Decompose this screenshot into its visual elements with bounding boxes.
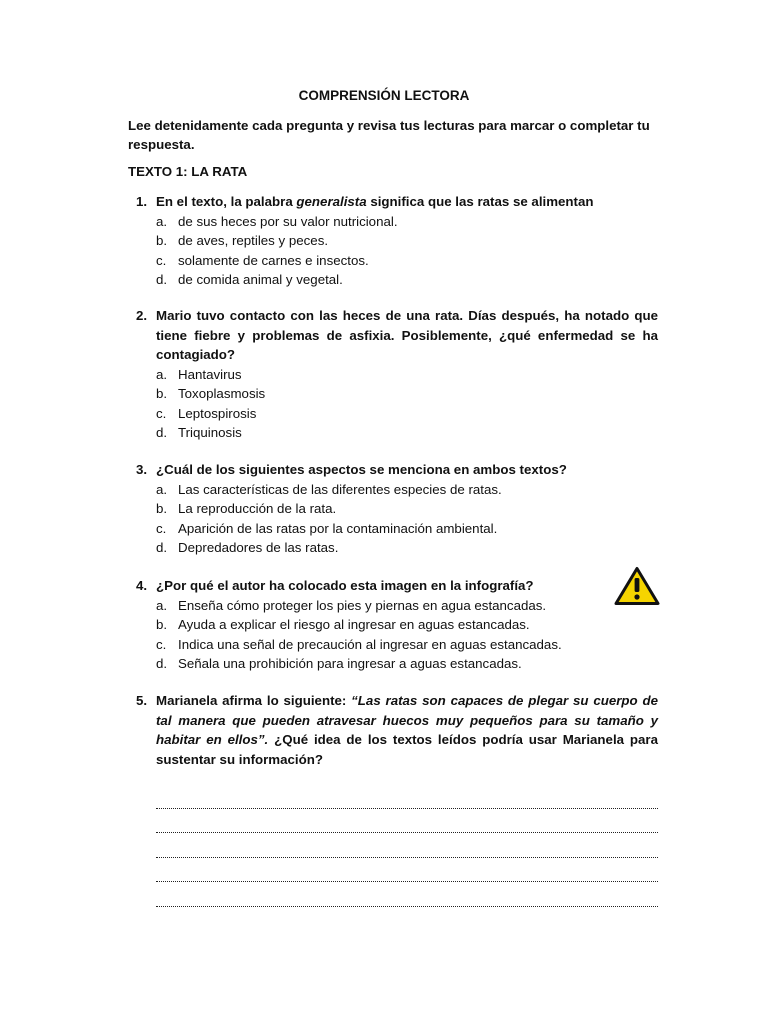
question-1 bbox=[128, 192, 658, 290]
option-c[interactable]: c. Aparición de las ratas por la contaminación ambiental. bbox=[156, 520, 498, 536]
options-list bbox=[128, 480, 658, 558]
warning-sign-icon bbox=[614, 566, 660, 606]
question-number: 2. bbox=[136, 308, 148, 323]
question-number: 5. bbox=[136, 693, 148, 708]
option-a[interactable]: a. de sus heces por su valor nutricional. bbox=[156, 213, 398, 229]
italic-term: generalista bbox=[296, 194, 367, 209]
question-5 bbox=[128, 691, 658, 769]
option-b[interactable]: b. Ayuda a explicar el riesgo al ingresar en aguas estancadas. bbox=[156, 617, 530, 632]
option-d[interactable]: d. Depredadores de las ratas. bbox=[156, 540, 339, 555]
answer-line[interactable] bbox=[156, 788, 658, 813]
options-list bbox=[128, 365, 658, 443]
options-list bbox=[128, 596, 658, 674]
option-a[interactable]: a. Enseña cómo proteger los pies y piernas en agua estancadas. bbox=[156, 597, 547, 613]
page-title: COMPRENSIÓN LECTORA bbox=[298, 88, 470, 103]
question-text: Mario tuvo contacto con las heces de una rata. Días después, ha notado que tiene fiebre y problemas de asfixia. Posiblemente, ¿qué enfermedad se ha contagiado? bbox=[156, 308, 658, 362]
option-d[interactable]: d. de comida animal y vegetal. bbox=[156, 272, 343, 287]
question-number: 1. bbox=[136, 194, 148, 209]
answer-line[interactable] bbox=[156, 886, 658, 911]
option-a[interactable]: a. Hantavirus bbox=[156, 366, 242, 382]
text-heading: TEXTO 1: LA RATA bbox=[128, 164, 248, 179]
option-c[interactable]: c. Leptospirosis bbox=[156, 405, 257, 421]
option-b[interactable]: b. de aves, reptiles y peces. bbox=[156, 233, 329, 248]
answer-lines bbox=[156, 788, 658, 911]
option-a[interactable]: a. Las características de las diferentes especies de ratas. bbox=[156, 481, 502, 497]
question-number: 3. bbox=[136, 462, 148, 477]
question-text: Marianela afirma lo siguiente: “Las ratas son capaces de plegar su cuerpo de tal manera que pueden atravesar huecos muy pequeños para su tamaño y habitar en ellos”. ¿Qué idea de los textos leídos podría usar Marianela para sustentar su información? bbox=[156, 693, 658, 767]
options-list bbox=[128, 212, 658, 290]
answer-line[interactable] bbox=[156, 837, 658, 862]
option-c[interactable]: c. solamente de carnes e insectos. bbox=[156, 252, 369, 268]
option-d[interactable]: d. Señala una prohibición para ingresar a aguas estancadas. bbox=[156, 656, 522, 671]
question-text: En el texto, la palabra generalista significa que las ratas se alimentan bbox=[156, 194, 594, 209]
option-b[interactable]: b. La reproducción de la rata. bbox=[156, 501, 337, 516]
question-text: ¿Cuál de los siguientes aspectos se menciona en ambos textos? bbox=[156, 462, 567, 477]
question-2 bbox=[128, 306, 658, 443]
option-c[interactable]: c. Indica una señal de precaución al ingresar en aguas estancadas. bbox=[156, 636, 562, 652]
question-text: ¿Por qué el autor ha colocado esta imagen en la infografía? bbox=[156, 578, 534, 593]
option-b[interactable]: b. Toxoplasmosis bbox=[156, 386, 266, 401]
question-number: 4. bbox=[136, 578, 148, 593]
question-4 bbox=[128, 576, 658, 674]
answer-line[interactable] bbox=[156, 813, 658, 838]
answer-line[interactable] bbox=[156, 862, 658, 887]
question-3 bbox=[128, 460, 658, 558]
instructions: Lee detenidamente cada pregunta y revisa tus lecturas para marcar o completar tu respuesta. bbox=[128, 118, 650, 152]
quote-text: “Las ratas son capaces de plegar su cuerpo de tal manera que pueden atravesar huecos muy pequeños para su tamaño y habitar en ellos”. bbox=[156, 693, 658, 747]
option-d[interactable]: d. Triquinosis bbox=[156, 425, 242, 440]
